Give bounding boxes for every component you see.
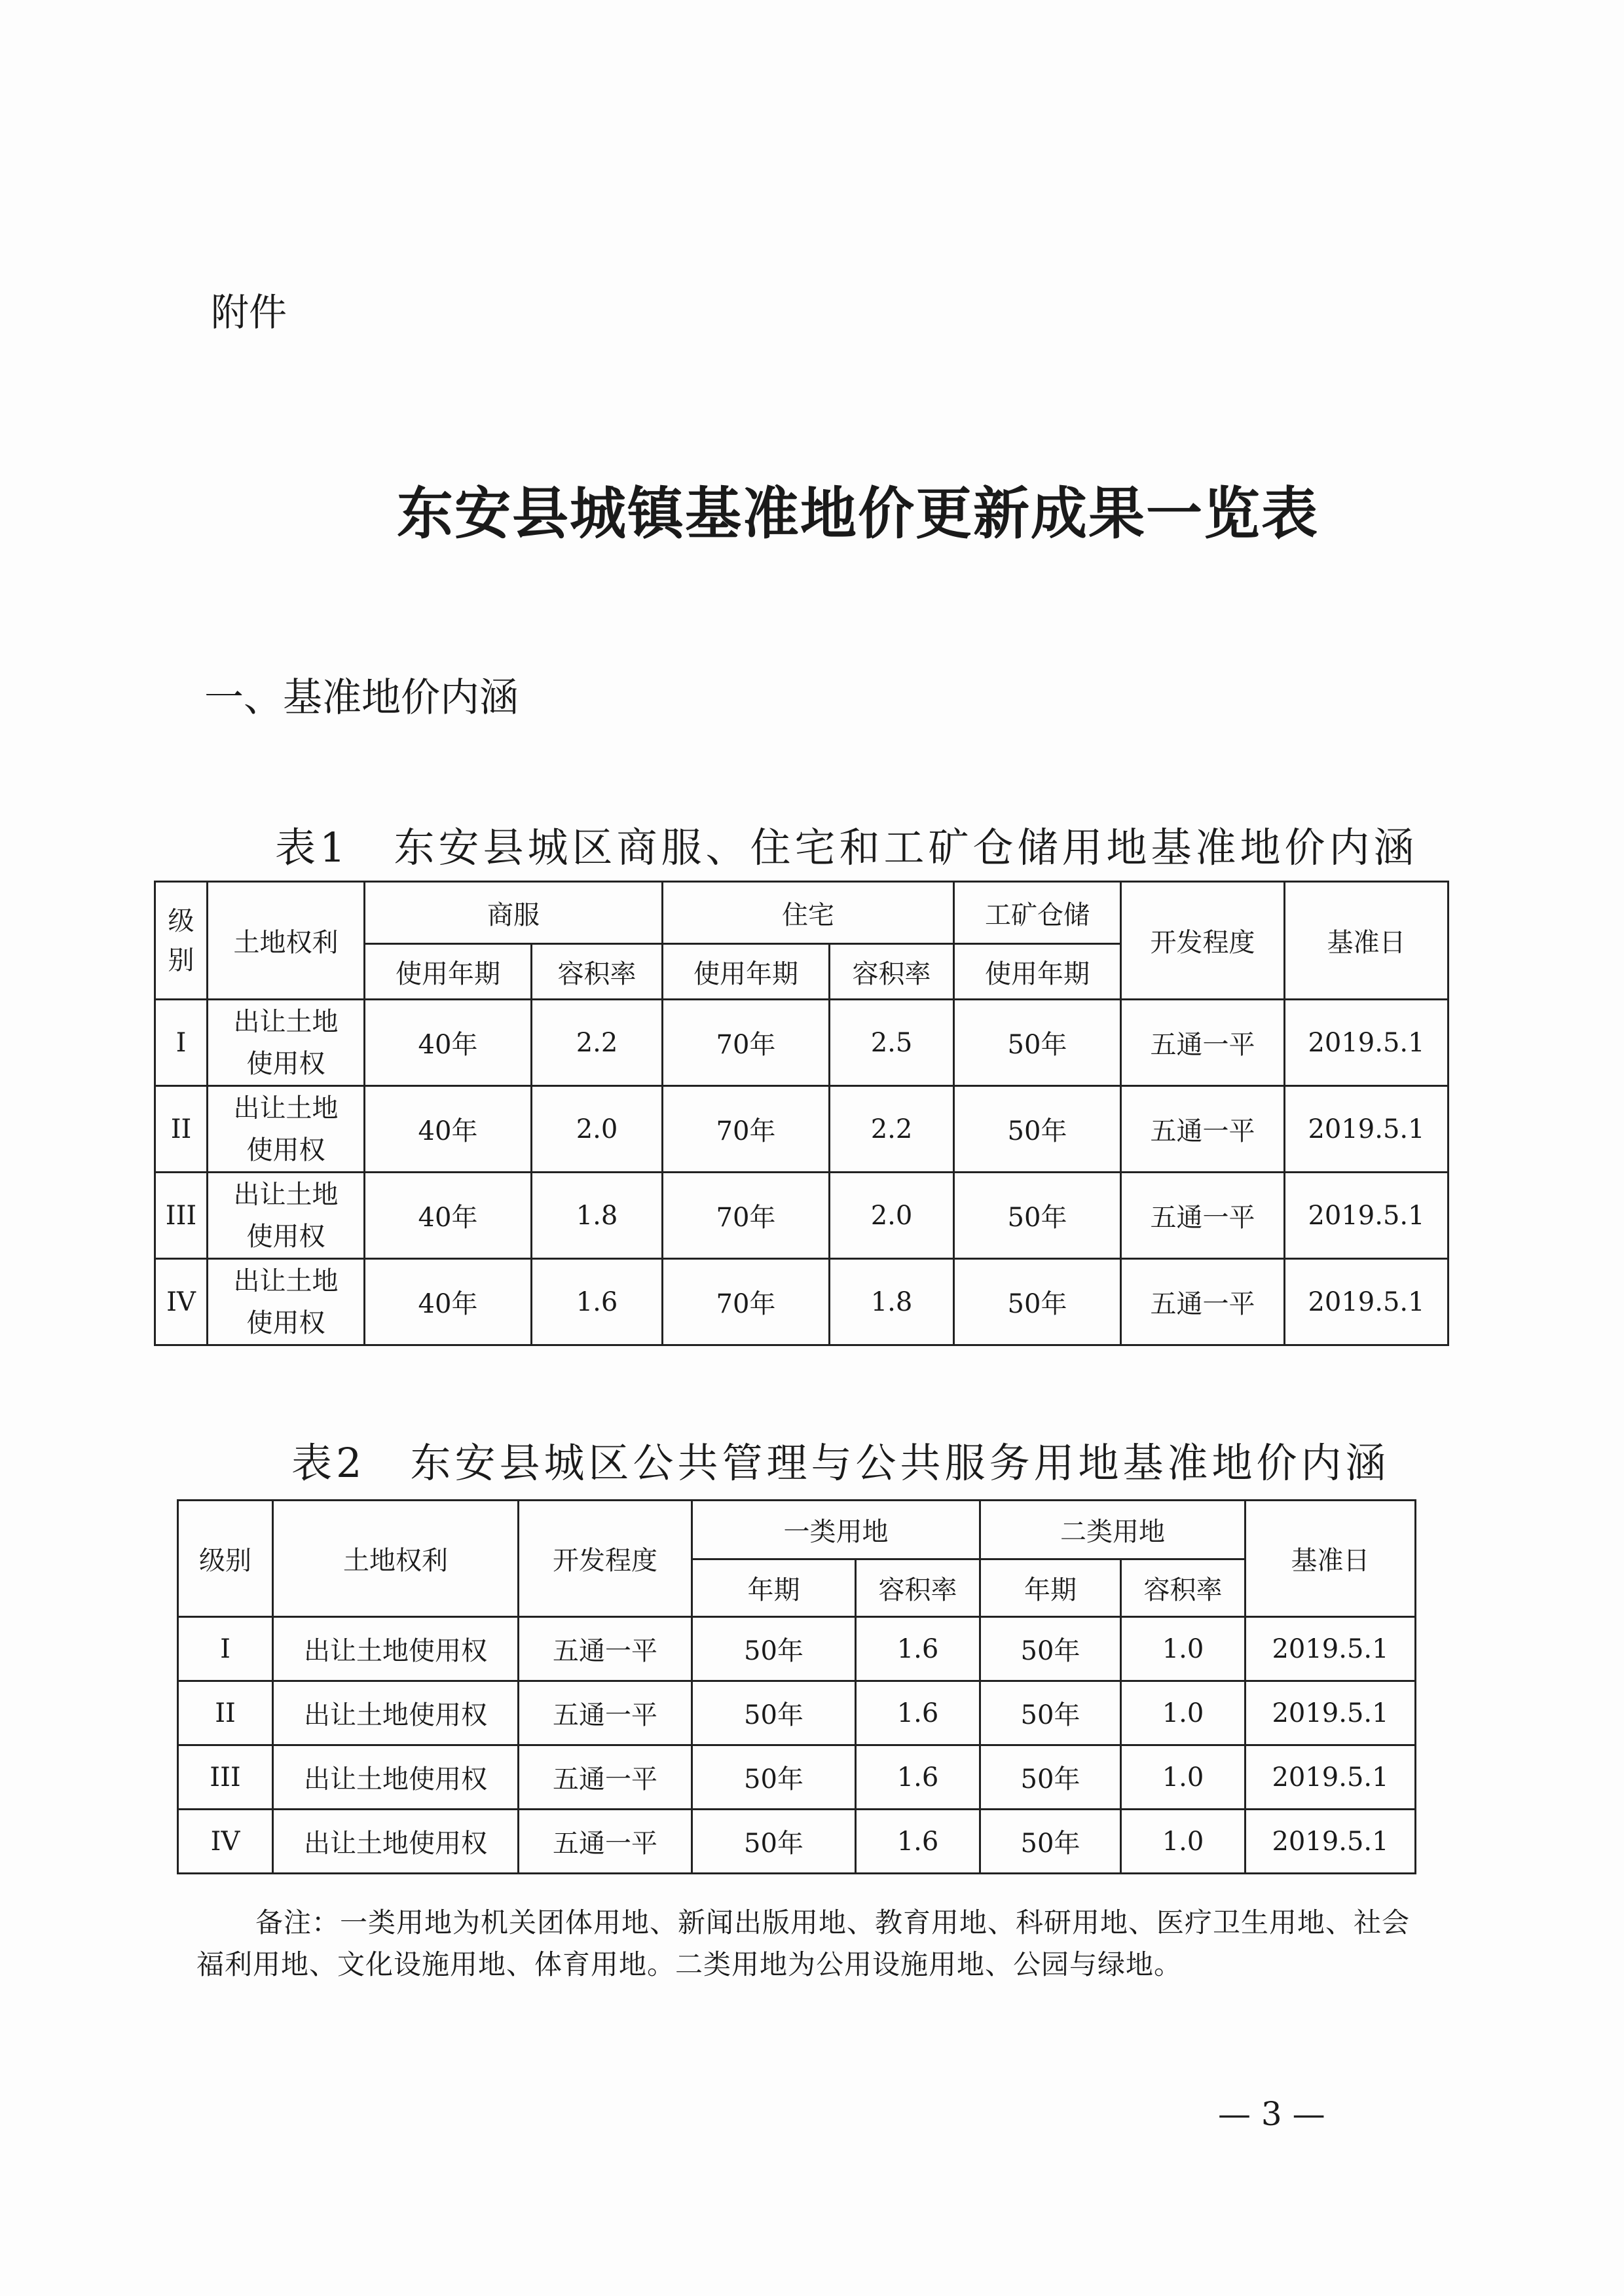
- cell-c2-far: 1.0: [1121, 1617, 1246, 1681]
- header-commercial: 商服: [365, 882, 663, 944]
- cell-c2-term: 50年: [980, 1745, 1121, 1810]
- cell-development: 五通一平: [1121, 1173, 1285, 1259]
- cell-c2-far: 1.0: [1121, 1810, 1246, 1874]
- cell-base-date: 2019.5.1: [1246, 1681, 1416, 1745]
- cell-land-right: 出让土地使用权: [273, 1681, 519, 1745]
- cell-grade: I: [155, 1000, 208, 1086]
- cell-res-term: 70年: [663, 1000, 830, 1086]
- cell-c2-far: 1.0: [1121, 1681, 1246, 1745]
- table1: [154, 881, 1449, 1346]
- cell-land-right: 出让土地使用权: [273, 1617, 519, 1681]
- header-com-term: 使用年期: [365, 944, 532, 1000]
- table-row: [155, 1259, 1449, 1345]
- header-industrial: 工矿仓储: [954, 882, 1121, 944]
- header-grade: 级别: [155, 882, 208, 1000]
- cell-grade: II: [155, 1086, 208, 1173]
- cell-land-right: 出让土地使用权: [208, 1259, 365, 1345]
- header-ind-term: 使用年期: [954, 944, 1121, 1000]
- cell-com-term: 40年: [365, 1000, 532, 1086]
- table2-header-row-1: [178, 1501, 1416, 1559]
- cell-development: 五通一平: [519, 1617, 692, 1681]
- table2-caption: 表2 东安县城区公共管理与公共服务用地基准地价内涵: [291, 1439, 1390, 1487]
- table2: [177, 1499, 1416, 1874]
- table-row: [178, 1745, 1416, 1810]
- cell-ind-term: 50年: [954, 1173, 1121, 1259]
- table1-caption: 表1 东安县城区商服、住宅和工矿仓储用地基准地价内涵: [275, 824, 1418, 871]
- header-base-date: 基准日: [1285, 882, 1449, 1000]
- header-c1-term: 年期: [692, 1559, 856, 1617]
- cell-land-right: 出让土地使用权: [273, 1810, 519, 1874]
- cell-grade: II: [178, 1681, 273, 1745]
- cell-res-far: 2.0: [830, 1173, 954, 1259]
- cell-land-right: 出让土地使用权: [208, 1173, 365, 1259]
- cell-c1-term: 50年: [692, 1617, 856, 1681]
- cell-c1-far: 1.6: [856, 1681, 980, 1745]
- table1-header-row-1: [155, 882, 1449, 944]
- header-grade: 级别: [178, 1501, 273, 1617]
- document-title: 东安县城镇基准地价更新成果一览表: [397, 481, 1319, 547]
- cell-com-term: 40年: [365, 1086, 532, 1173]
- cell-ind-term: 50年: [954, 1259, 1121, 1345]
- cell-com-far: 2.0: [532, 1086, 663, 1173]
- cell-grade: III: [155, 1173, 208, 1259]
- cell-res-far: 2.2: [830, 1086, 954, 1173]
- header-c2-far: 容积率: [1121, 1559, 1246, 1617]
- cell-grade: IV: [178, 1810, 273, 1874]
- cell-com-far: 1.6: [532, 1259, 663, 1345]
- table-row: [155, 1000, 1449, 1086]
- cell-com-far: 1.8: [532, 1173, 663, 1259]
- cell-res-term: 70年: [663, 1173, 830, 1259]
- cell-c2-term: 50年: [980, 1617, 1121, 1681]
- header-class2: 二类用地: [980, 1501, 1246, 1559]
- cell-c1-term: 50年: [692, 1681, 856, 1745]
- section-heading: 一、基准地价内涵: [204, 675, 519, 721]
- header-c1-far: 容积率: [856, 1559, 980, 1617]
- header-development: 开发程度: [1121, 882, 1285, 1000]
- cell-base-date: 2019.5.1: [1246, 1810, 1416, 1874]
- cell-base-date: 2019.5.1: [1285, 1173, 1449, 1259]
- cell-base-date: 2019.5.1: [1246, 1745, 1416, 1810]
- header-com-far: 容积率: [532, 944, 663, 1000]
- cell-development: 五通一平: [1121, 1086, 1285, 1173]
- table-note: 备注：一类用地为机关团体用地、新闻出版用地、教育用地、科研用地、医疗卫生用地、社会福利用地、文化设施用地、体育用地。二类用地为公用设施用地、公园与绿地。: [196, 1906, 1411, 1980]
- cell-res-far: 1.8: [830, 1259, 954, 1345]
- cell-res-term: 70年: [663, 1259, 830, 1345]
- header-development: 开发程度: [519, 1501, 692, 1617]
- header-class1: 一类用地: [692, 1501, 980, 1559]
- table-row: [178, 1617, 1416, 1681]
- header-res-term: 使用年期: [663, 944, 830, 1000]
- cell-c2-far: 1.0: [1121, 1745, 1246, 1810]
- cell-ind-term: 50年: [954, 1086, 1121, 1173]
- cell-development: 五通一平: [519, 1745, 692, 1810]
- cell-development: 五通一平: [1121, 1259, 1285, 1345]
- cell-c1-term: 50年: [692, 1810, 856, 1874]
- header-res-far: 容积率: [830, 944, 954, 1000]
- cell-base-date: 2019.5.1: [1285, 1000, 1449, 1086]
- table-row: [155, 1173, 1449, 1259]
- cell-grade: I: [178, 1617, 273, 1681]
- cell-com-term: 40年: [365, 1173, 532, 1259]
- cell-grade: IV: [155, 1259, 208, 1345]
- header-land-right: 土地权利: [208, 882, 365, 1000]
- cell-c1-term: 50年: [692, 1745, 856, 1810]
- cell-base-date: 2019.5.1: [1246, 1617, 1416, 1681]
- cell-com-term: 40年: [365, 1259, 532, 1345]
- attachment-label: 附件: [211, 290, 287, 335]
- header-residential: 住宅: [663, 882, 954, 944]
- header-base-date: 基准日: [1246, 1501, 1416, 1617]
- cell-development: 五通一平: [519, 1681, 692, 1745]
- cell-base-date: 2019.5.1: [1285, 1259, 1449, 1345]
- cell-c2-term: 50年: [980, 1681, 1121, 1745]
- cell-grade: III: [178, 1745, 273, 1810]
- cell-com-far: 2.2: [532, 1000, 663, 1086]
- header-c2-term: 年期: [980, 1559, 1121, 1617]
- cell-land-right: 出让土地使用权: [273, 1745, 519, 1810]
- header-land-right: 土地权利: [273, 1501, 519, 1617]
- cell-land-right: 出让土地使用权: [208, 1000, 365, 1086]
- table-row: [178, 1681, 1416, 1745]
- cell-c1-far: 1.6: [856, 1617, 980, 1681]
- cell-land-right: 出让土地使用权: [208, 1086, 365, 1173]
- cell-development: 五通一平: [1121, 1000, 1285, 1086]
- cell-ind-term: 50年: [954, 1000, 1121, 1086]
- table-row: [178, 1810, 1416, 1874]
- cell-base-date: 2019.5.1: [1285, 1086, 1449, 1173]
- cell-res-term: 70年: [663, 1086, 830, 1173]
- cell-c1-far: 1.6: [856, 1745, 980, 1810]
- cell-c2-term: 50年: [980, 1810, 1121, 1874]
- cell-c1-far: 1.6: [856, 1810, 980, 1874]
- table-row: [155, 1086, 1449, 1173]
- cell-res-far: 2.5: [830, 1000, 954, 1086]
- cell-development: 五通一平: [519, 1810, 692, 1874]
- page-number: — 3 —: [1218, 2095, 1325, 2133]
